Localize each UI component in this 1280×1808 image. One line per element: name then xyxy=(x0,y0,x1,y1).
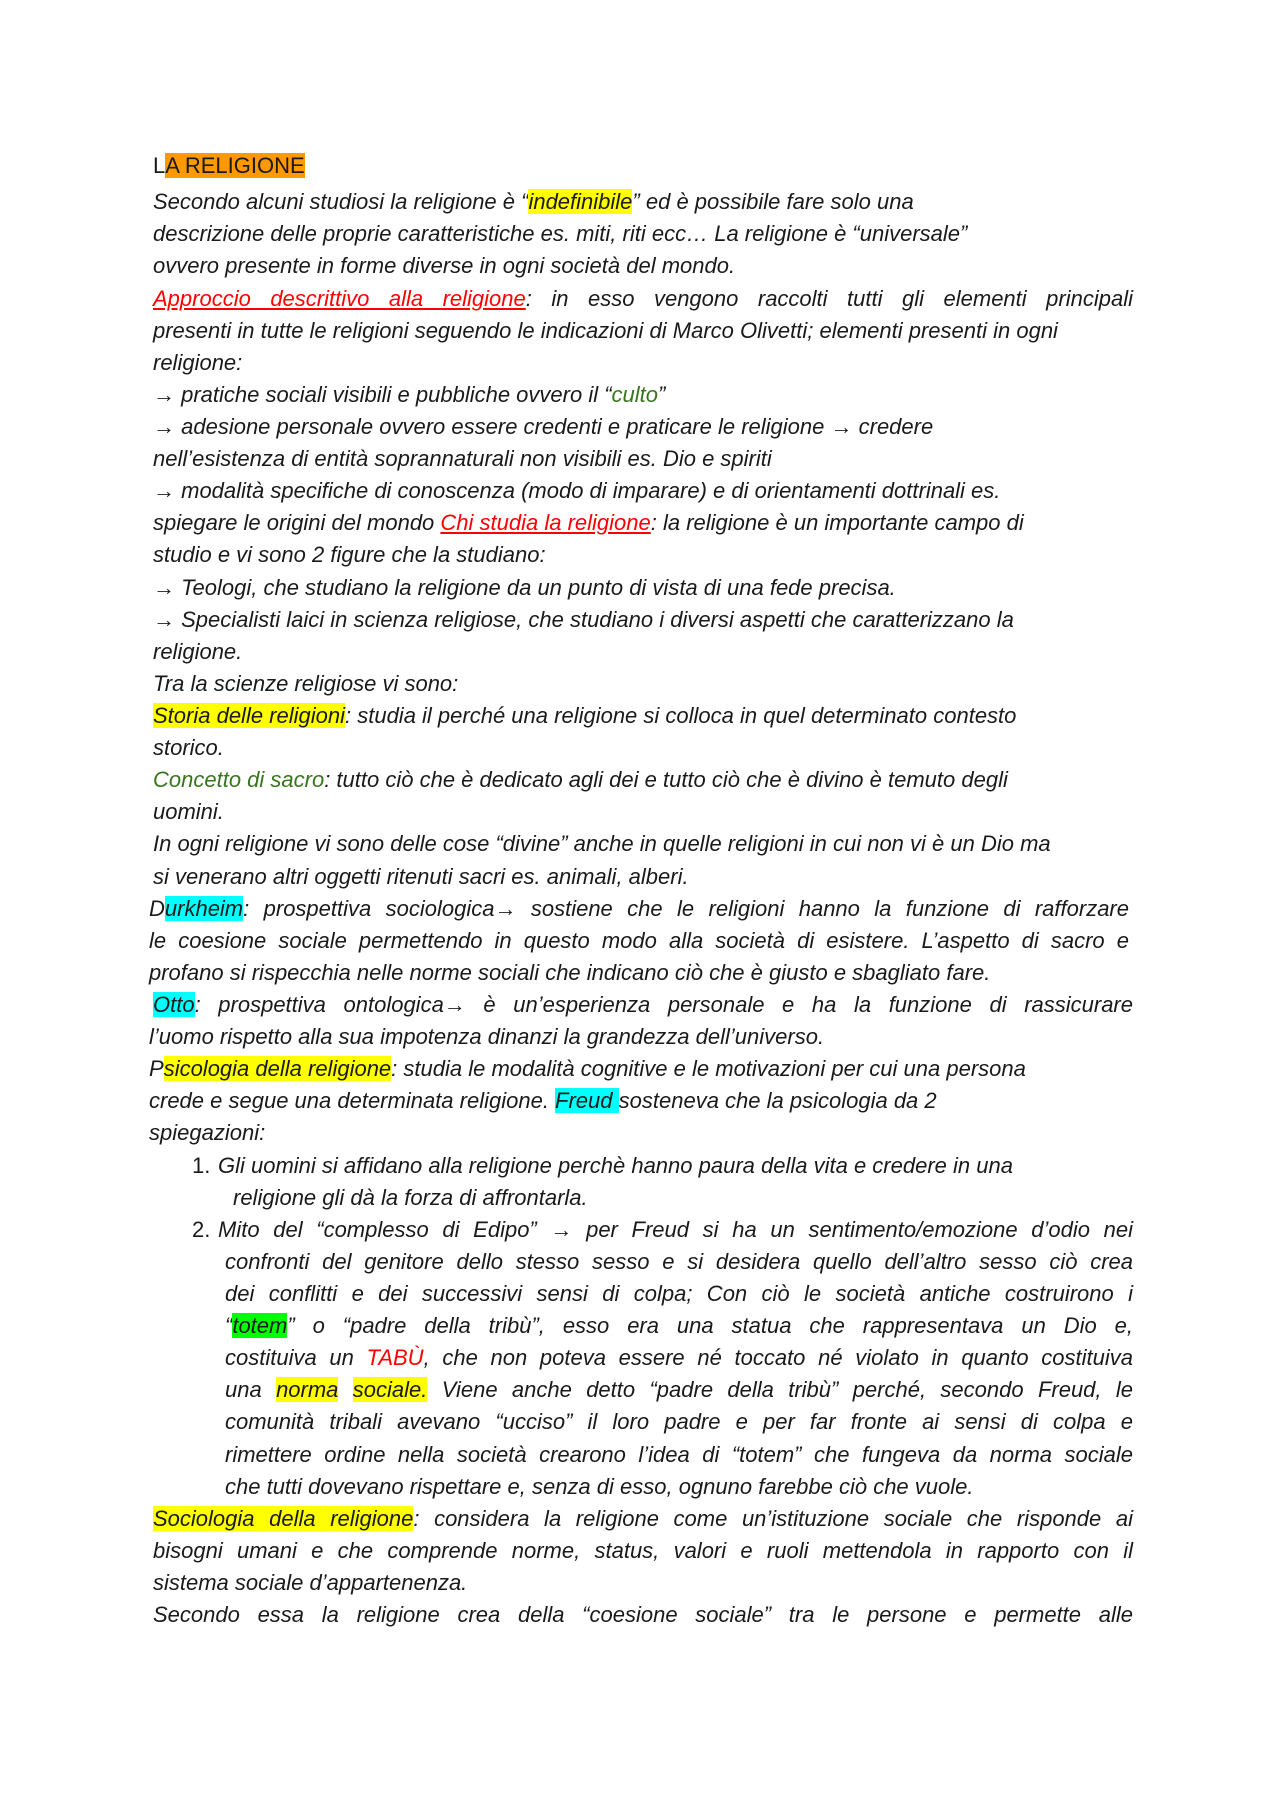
highlight-name: urkheim xyxy=(164,896,244,921)
text-line xyxy=(153,283,1133,315)
text-span: , che non poteva essere né toccato né violato in quanto costituiva xyxy=(423,1345,1133,1370)
text-span: In ogni religione vi sono delle cose “divine” anche in quelle religioni in cui non vi è un Dio ma xyxy=(153,831,1051,856)
text-line xyxy=(153,443,1133,475)
text-span: religione. xyxy=(153,639,243,664)
text-line xyxy=(225,1342,1133,1374)
text-span: ” o “padre della tribù”, esso era una statua che rappresentava un Dio e, xyxy=(287,1313,1133,1338)
text-span: bisogni umani e che comprende norme, status, valori e ruoli mettendola in rapporto con il xyxy=(153,1538,1133,1563)
text-span: che tutti dovevano rispettare e, senza di esso, ognuno farebbe ciò che vuole. xyxy=(225,1474,974,1499)
text-span: dei conflitti e dei successivi sensi di colpa; Con ciò le società antiche costruirono i xyxy=(225,1281,1133,1306)
text-line xyxy=(149,893,1129,925)
text-span: P xyxy=(149,1056,164,1081)
bullet-line xyxy=(153,411,1133,443)
text-line xyxy=(153,861,1133,893)
text-span: Secondo alcuni studiosi la religione è “ xyxy=(153,189,529,214)
text-line xyxy=(153,250,1133,282)
text-line xyxy=(153,732,1133,764)
text-span: : tutto ciò che è dedicato agli dei e tutto ciò che è divino è temuto degli xyxy=(324,767,1008,792)
text-line xyxy=(225,1471,1133,1503)
text-span: l’uomo rispetto alla sua impotenza dinanzi la grandezza dell’universo. xyxy=(149,1024,825,1049)
text-span: : studia le modalità cognitive e le motivazioni per cui una persona xyxy=(391,1056,1026,1081)
text-span: ” xyxy=(658,382,666,407)
bullet-line xyxy=(153,475,1133,507)
highlight-term: Storia delle religioni xyxy=(153,703,345,728)
text-line xyxy=(153,1503,1133,1535)
bullet-line xyxy=(153,572,1133,604)
text-line xyxy=(153,539,1133,571)
text-line xyxy=(225,1310,1133,1342)
text-span: una xyxy=(225,1377,277,1402)
text-span: rimettere ordine nella società crearono l’idea di “totem” che fungeva da norma sociale xyxy=(225,1442,1133,1467)
text-line xyxy=(153,218,1133,250)
text-line xyxy=(225,1246,1133,1278)
title-highlight: A RELIGIONE xyxy=(165,153,305,178)
text-span: : considera la religione come un’istituzione sociale che risponde ai xyxy=(413,1506,1133,1531)
text-span: D xyxy=(149,896,165,921)
text-line xyxy=(233,1182,1133,1214)
highlight-term: Sociologia della religione xyxy=(153,1506,414,1531)
list-item xyxy=(192,1150,1092,1182)
text-line xyxy=(153,700,1133,732)
text-span: → Specialisti laici in scienza religiose, che studiano i diversi aspetti che caratterizzano la xyxy=(153,607,1014,632)
text-span: “ xyxy=(225,1313,233,1338)
text-line xyxy=(153,1599,1133,1631)
text-span: spiegare le origini del mondo xyxy=(153,510,441,535)
text-span: costituiva un xyxy=(225,1345,367,1370)
text-line xyxy=(225,1278,1133,1310)
text-span: crede e segue una determinata religione. xyxy=(149,1088,556,1113)
text-line xyxy=(153,186,1133,218)
text-line xyxy=(153,347,1133,379)
text-span: nell’esistenza di entità soprannaturali non visibili es. Dio e spiriti xyxy=(153,446,772,471)
text-line xyxy=(153,636,1133,668)
text-span: : studia il perché una religione si colloca in quel determinato contesto xyxy=(345,703,1017,728)
text-line xyxy=(225,1374,1133,1406)
text-span: ” ed è possibile fare solo una xyxy=(632,189,914,214)
highlight-term: indefinibile xyxy=(528,189,633,214)
text-span: studio e vi sono 2 figure che la studiano: xyxy=(153,542,546,567)
text-span: Tra la scienze religiose vi sono: xyxy=(153,671,459,696)
highlight-term: norma xyxy=(276,1377,339,1402)
text-line xyxy=(153,764,1133,796)
text-span: si venerano altri oggetti ritenuti sacri es. animali, alberi. xyxy=(153,864,689,889)
text-span: ovvero presente in forme diverse in ogni società del mondo. xyxy=(153,253,736,278)
text-span xyxy=(338,1377,352,1402)
section-heading-link: Chi studia la religione xyxy=(440,510,651,535)
text-span: Mito del “complesso di Edipo” → per Freud si ha un sentimento/emozione d’odio nei xyxy=(218,1217,1133,1242)
highlight-term: sicologia della religione xyxy=(163,1056,392,1081)
text-line xyxy=(149,925,1129,957)
highlight-term-green: totem xyxy=(232,1313,288,1338)
section-heading-link: Approccio descrittivo alla religione xyxy=(153,286,526,311)
text-line xyxy=(149,1053,1129,1085)
text-line xyxy=(153,1567,1133,1599)
list-item xyxy=(192,1214,1133,1246)
text-line xyxy=(153,315,1133,347)
text-span: : prospettiva ontologica→ è un’esperienza personale e ha la funzione di rassicurare xyxy=(194,992,1133,1017)
text-span: religione gli dà la forza di affrontarla. xyxy=(233,1185,588,1210)
text-span: : in esso vengono raccolti tutti gli elementi principali xyxy=(525,286,1133,311)
text-span: sosteneva che la psicologia da 2 xyxy=(618,1088,937,1113)
text-span: profano si rispecchia nelle norme sociali che indicano ciò che è giusto e sbagliato fare. xyxy=(149,960,991,985)
list-number: 2. xyxy=(192,1217,211,1242)
bullet-line xyxy=(153,604,1133,636)
bullet-line xyxy=(153,379,1133,411)
text-span: → pratiche sociali visibili e pubbliche ovvero il “ xyxy=(153,382,612,407)
text-span: spiegazioni: xyxy=(149,1120,266,1145)
text-line xyxy=(149,1021,1129,1053)
text-line xyxy=(153,507,1133,539)
text-line xyxy=(225,1406,1133,1438)
text-span: → adesione personale ovvero essere credenti e praticare le religione → credere xyxy=(153,414,934,439)
text-line xyxy=(153,828,1133,860)
page-title xyxy=(153,150,1133,182)
text-line xyxy=(153,1535,1133,1567)
green-term: culto xyxy=(611,382,659,407)
highlight-term: sociale. xyxy=(352,1377,428,1402)
text-span: : prospettiva sociologica→ sostiene che le religioni hanno la funzione di rafforzare xyxy=(243,896,1129,921)
text-line xyxy=(153,668,1133,700)
text-line xyxy=(149,1117,1129,1149)
text-span: presenti in tutte le religioni seguendo le indicazioni di Marco Olivetti; elementi presenti in ogni xyxy=(153,318,1058,343)
text-line xyxy=(153,796,1133,828)
text-span: uomini. xyxy=(153,799,224,824)
text-span: comunità tribali avevano “ucciso” il loro padre e per far fronte ai sensi di colpa e xyxy=(225,1409,1133,1434)
text-span: → Teologi, che studiano la religione da un punto di vista di una fede precisa. xyxy=(153,575,896,600)
text-span: Gli uomini si affidano alla religione perchè hanno paura della vita e credere in una xyxy=(218,1153,1013,1178)
text-span: storico. xyxy=(153,735,224,760)
title-initial: L xyxy=(153,153,166,178)
text-line xyxy=(153,989,1133,1021)
text-span: le coesione sociale permettendo in questo modo alla società di esistere. L’aspetto di sacro e xyxy=(149,928,1129,953)
text-line xyxy=(149,1085,1129,1117)
text-line xyxy=(149,957,1129,989)
text-span: sistema sociale d’appartenenza. xyxy=(153,1570,468,1595)
text-span: descrizione delle proprie caratteristiche es. miti, riti ecc… La religione è “universale” xyxy=(153,221,968,246)
text-span: confronti del genitore dello stesso sesso e si desidera quello dell’altro sesso ciò crea xyxy=(225,1249,1133,1274)
highlight-name: Otto xyxy=(153,992,195,1017)
red-term: TABÙ xyxy=(366,1345,424,1370)
text-span: Viene anche detto “padre della tribù” perché, secondo Freud, le xyxy=(427,1377,1133,1402)
list-number: 1. xyxy=(192,1153,211,1178)
text-span: religione: xyxy=(153,350,243,375)
text-span: : la religione è un importante campo di xyxy=(650,510,1024,535)
text-line xyxy=(225,1439,1133,1471)
text-span: → modalità specifiche di conoscenza (modo di imparare) e di orientamenti dottrinali es. xyxy=(153,478,1001,503)
highlight-name: Freud xyxy=(555,1088,619,1113)
green-term: Concetto di sacro xyxy=(153,767,325,792)
text-span: Secondo essa la religione crea della “coesione sociale” tra le persone e permette alle xyxy=(153,1602,1133,1627)
